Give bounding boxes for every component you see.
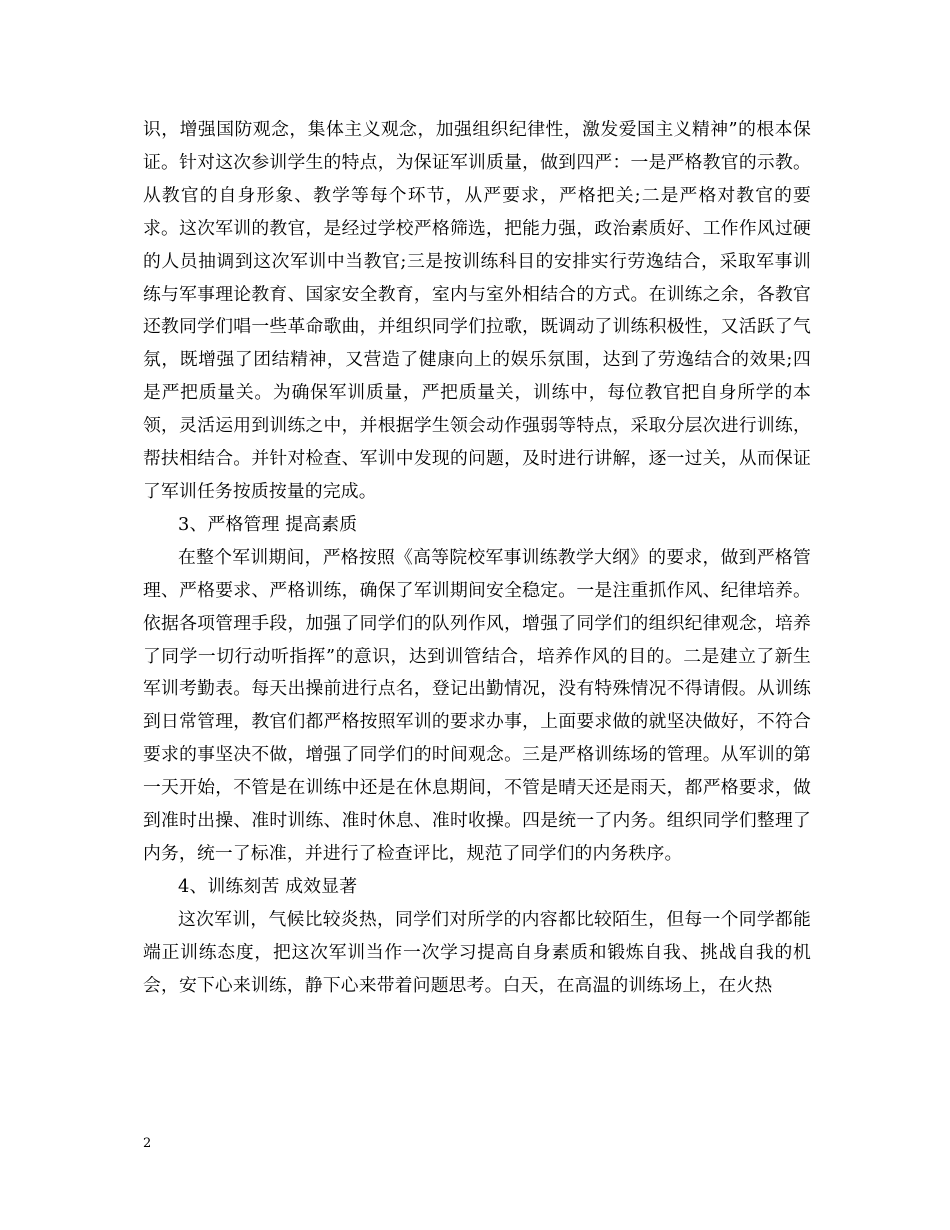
- page-number: 2: [143, 1136, 152, 1151]
- paragraph-continuation: 识，增强国防观念，集体主义观念，加强组织纪律性，激发爱国主义精神”的根本保证。针对这次参训学生的特点，为保证军训质量，做到四严：一是严格教官的示教。从教官的自身形象、教学等每个环节，从严要求，严格把关;二是严格对教官的要求。这次军训的教官，是经过学校严格筛选，把能力强，政治素质好、工作作风过硬的人员抽调到这次军训中当教官;三是按训练科目的安排实行劳逸结合，采取军事训练与军事理论教育、国家安全教育，室内与室外相结合的方式。在训练之余，各教官还教同学们唱一些革命歌曲，并组织同学们拉歌，既调动了训练积极性，又活跃了气氛，既增强了团结精神，又营造了健康向上的娱乐氛围，达到了劳逸结合的效果;四是严把质量关。为确保军训质量，严把质量关，训练中，每位教官把自身所学的本领，灵活运用到训练之中，并根据学生领会动作强弱等特点，采取分层次进行训练，帮扶相结合。并针对检查、军训中发现的问题，及时进行讲解，逐一过关，从而保证了军训任务按质按量的完成。: [143, 119, 811, 502]
- paragraph-training: 这次军训，气候比较炎热，同学们对所学的内容都比较陌生，但每一个同学都能端正训练态度，把这次军训当作一次学习提高自身素质和锻炼自我、挑战自我的机会，安下心来训练，静下心来带着问题思考。白天，在高温的训练场上，在火热: [143, 908, 811, 996]
- document-body: [143, 114, 811, 1002]
- section-heading-3: 3、严格管理 提高素质: [178, 513, 358, 535]
- section-heading-4: 4、训练刻苦 成效显著: [178, 875, 358, 897]
- paragraph-management: 在整个军训期间，严格按照《高等院校军事训练教学大纲》的要求，做到严格管理、严格要求、严格训练，确保了军训期间安全稳定。一是注重抓作风、纪律培养。依据各项管理手段，加强了同学们的队列作风，增强了同学们的组织纪律观念，培养了同学一切行动听指挥”的意识，达到训管结合，培养作风的目的。二是建立了新生军训考勤表。每天出操前进行点名，登记出勤情况，没有特殊情况不得请假。从训练到日常管理，教官们都严格按照军训的要求办事，上面要求做的就坚决做好，不符合要求的事坚决不做，增强了同学们的时间观念。三是严格训练场的管理。从军训的第一天开始，不管是在训练中还是在休息期间，不管是晴天还是雨天，都严格要求，做到准时出操、准时训练、准时休息、准时收操。四是统一了内务。组织同学们整理了内务，统一了标准，并进行了检查评比，规范了同学们的内务秩序。: [143, 546, 811, 864]
